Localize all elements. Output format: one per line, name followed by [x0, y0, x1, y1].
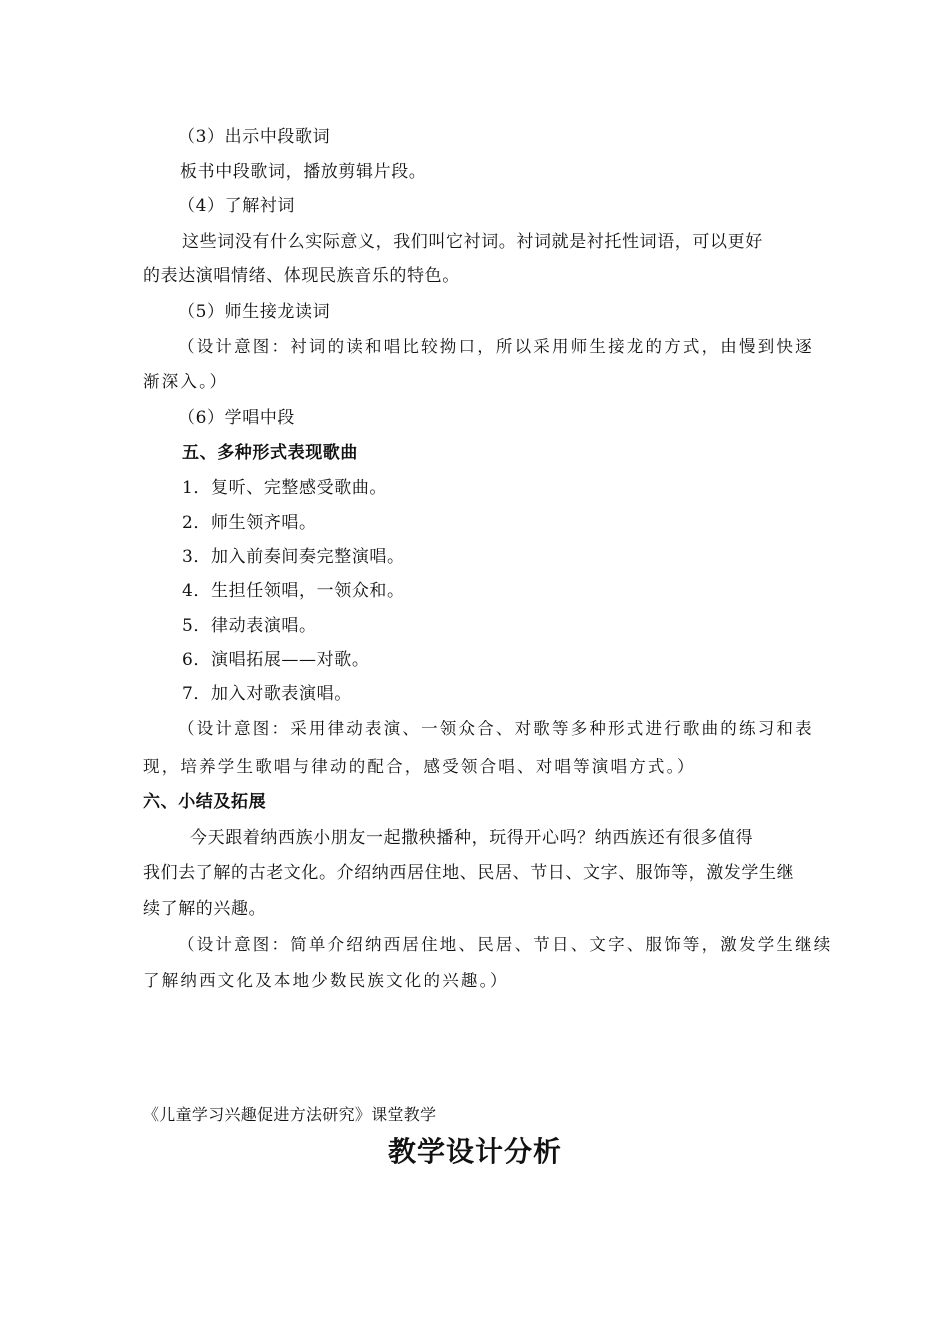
step-4-text-line1: 这些词没有什么实际意义，我们叫它衬词。衬词就是衬托性词语，可以更好 [182, 232, 763, 252]
list-item-6: 6．演唱拓展——对歌。 [182, 650, 370, 670]
list-item-1: 1．复听、完整感受歌曲。 [182, 478, 388, 498]
step-5-heading: （5）师生接龙读词 [178, 302, 331, 322]
step-3-heading: （3）出示中段歌词 [178, 127, 331, 147]
list-item-4: 4．生担任领唱，一领众和。 [182, 581, 405, 601]
step-3-text: 板书中段歌词，播放剪辑片段。 [180, 162, 427, 182]
summary-text-line1: 今天跟着纳西族小朋友一起撒秧播种，玩得开心吗？纳西族还有很多值得 [190, 828, 754, 848]
section-5-heading: 五、多种形式表现歌曲 [182, 443, 358, 463]
design-note-3-line1: （设计意图：简单介绍纳西居住地、民居、节日、文字、服饰等，激发学生继续 [178, 935, 833, 954]
step-4-text-line2: 的表达演唱情绪、体现民族音乐的特色。 [143, 266, 460, 286]
summary-text-line3: 续了解的兴趣。 [143, 899, 267, 919]
design-note-2-line2: 现，培养学生歌唱与律动的配合，感受领合唱、对唱等演唱方式。） [143, 757, 696, 776]
list-item-7: 7．加入对歌表演唱。 [182, 684, 352, 704]
design-note-3-line2: 了解纳西文化及本地少数民族文化的兴趣。） [143, 971, 509, 990]
page-title: 教学设计分析 [387, 1135, 562, 1168]
list-item-2: 2．师生领齐唱。 [182, 513, 317, 533]
section-6-heading: 六、小结及拓展 [143, 792, 267, 812]
design-note-2-line1: （设计意图：采用律动表演、一领众合、对歌等多种形式进行歌曲的练习和表 [178, 719, 814, 738]
step-6-heading: （6）学唱中段 [178, 408, 296, 428]
document-subtitle: 《儿童学习兴趣促进方法研究》课堂教学 [143, 1105, 437, 1124]
step-4-heading: （4）了解衬词 [178, 196, 296, 216]
list-item-3: 3．加入前奏间奏完整演唱。 [182, 547, 405, 567]
list-item-5: 5．律动表演唱。 [182, 616, 317, 636]
summary-text-line2: 我们去了解的古老文化。介绍纳西居住地、民居、节日、文字、服饰等，激发学生继 [143, 863, 795, 883]
design-note-1-line2: 渐深入。） [143, 372, 229, 391]
design-note-1-line1: （设计意图：衬词的读和唱比较拗口，所以采用师生接龙的方式，由慢到快逐 [178, 337, 814, 356]
